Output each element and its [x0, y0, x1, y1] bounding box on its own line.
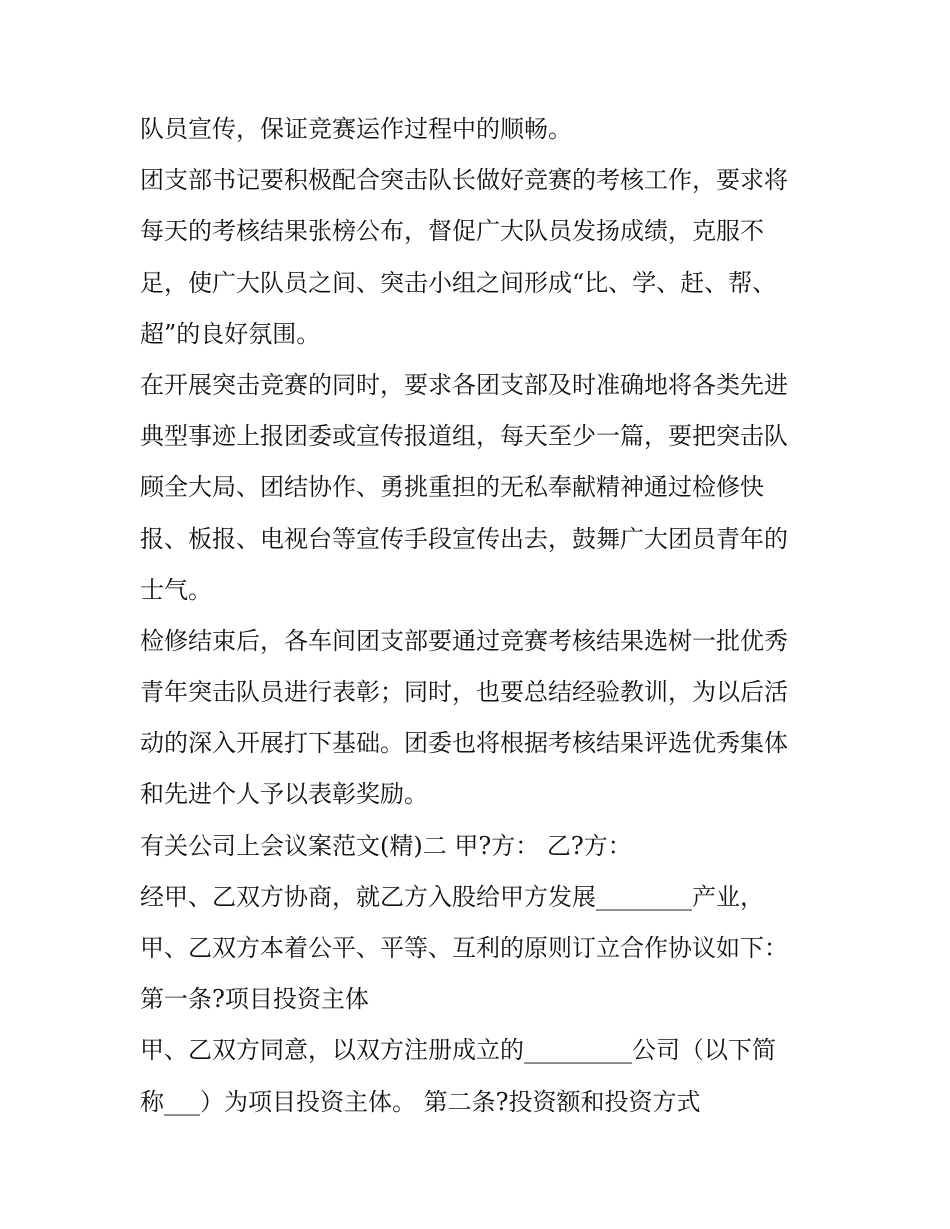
text-line: 称___）为项目投资主体。 第二条?投资额和投资方式: [140, 1087, 701, 1116]
text-line: 报、板报、电视台等宣传手段宣传出去，鼓舞广大团员青年的: [140, 524, 788, 553]
text-line: 在开展突击竞赛的同时，要求各团支部及时准确地将各类先进: [140, 370, 788, 399]
text-line: 甲、乙双方同意，以双方注册成立的_________公司（以下简: [140, 1036, 776, 1065]
text-line: 青年突击队员进行表彰；同时，也要总结经验教训，为以后活: [140, 678, 788, 707]
text-line: 第一条?项目投资主体: [140, 985, 369, 1014]
text-line: 检修结束后，各车间团支部要通过竞赛考核结果选树一批优秀: [140, 626, 788, 655]
text-line: 团支部书记要积极配合突击队长做好竞赛的考核工作，要求将: [140, 166, 788, 195]
text-line: 超”的良好氛围。: [140, 319, 321, 348]
text-line: 有关公司上会议案范文(精)二 甲?方： 乙?方：: [140, 831, 632, 860]
text-line: 队员宣传，保证竞赛运作过程中的顺畅。: [140, 115, 572, 143]
text-line: 每天的考核结果张榜公布，督促广大队员发扬成绩，克服不: [140, 217, 764, 246]
text-line: 经甲、乙双方协商，就乙方入股给甲方发展________产业，: [140, 882, 764, 911]
text-line: 士气。: [140, 575, 212, 604]
text-line: 典型事迹上报团委或宣传报道组，每天至少一篇，要把突击队: [140, 422, 788, 451]
document-body: [140, 104, 820, 1128]
text-line: 甲、乙双方本着公平、平等、互利的原则订立合作协议如下：: [140, 934, 788, 962]
text-line: 和先进个人予以表彰奖励。: [140, 780, 428, 809]
text-line: 动的深入开展打下基础。团委也将根据考核结果评选优秀集体: [140, 729, 788, 758]
text-line: 顾全大局、团结协作、勇挑重担的无私奉献精神通过检修快: [140, 473, 764, 502]
text-line: 足，使广大队员之间、突击小组之间形成“比、学、赶、帮、: [140, 268, 777, 297]
